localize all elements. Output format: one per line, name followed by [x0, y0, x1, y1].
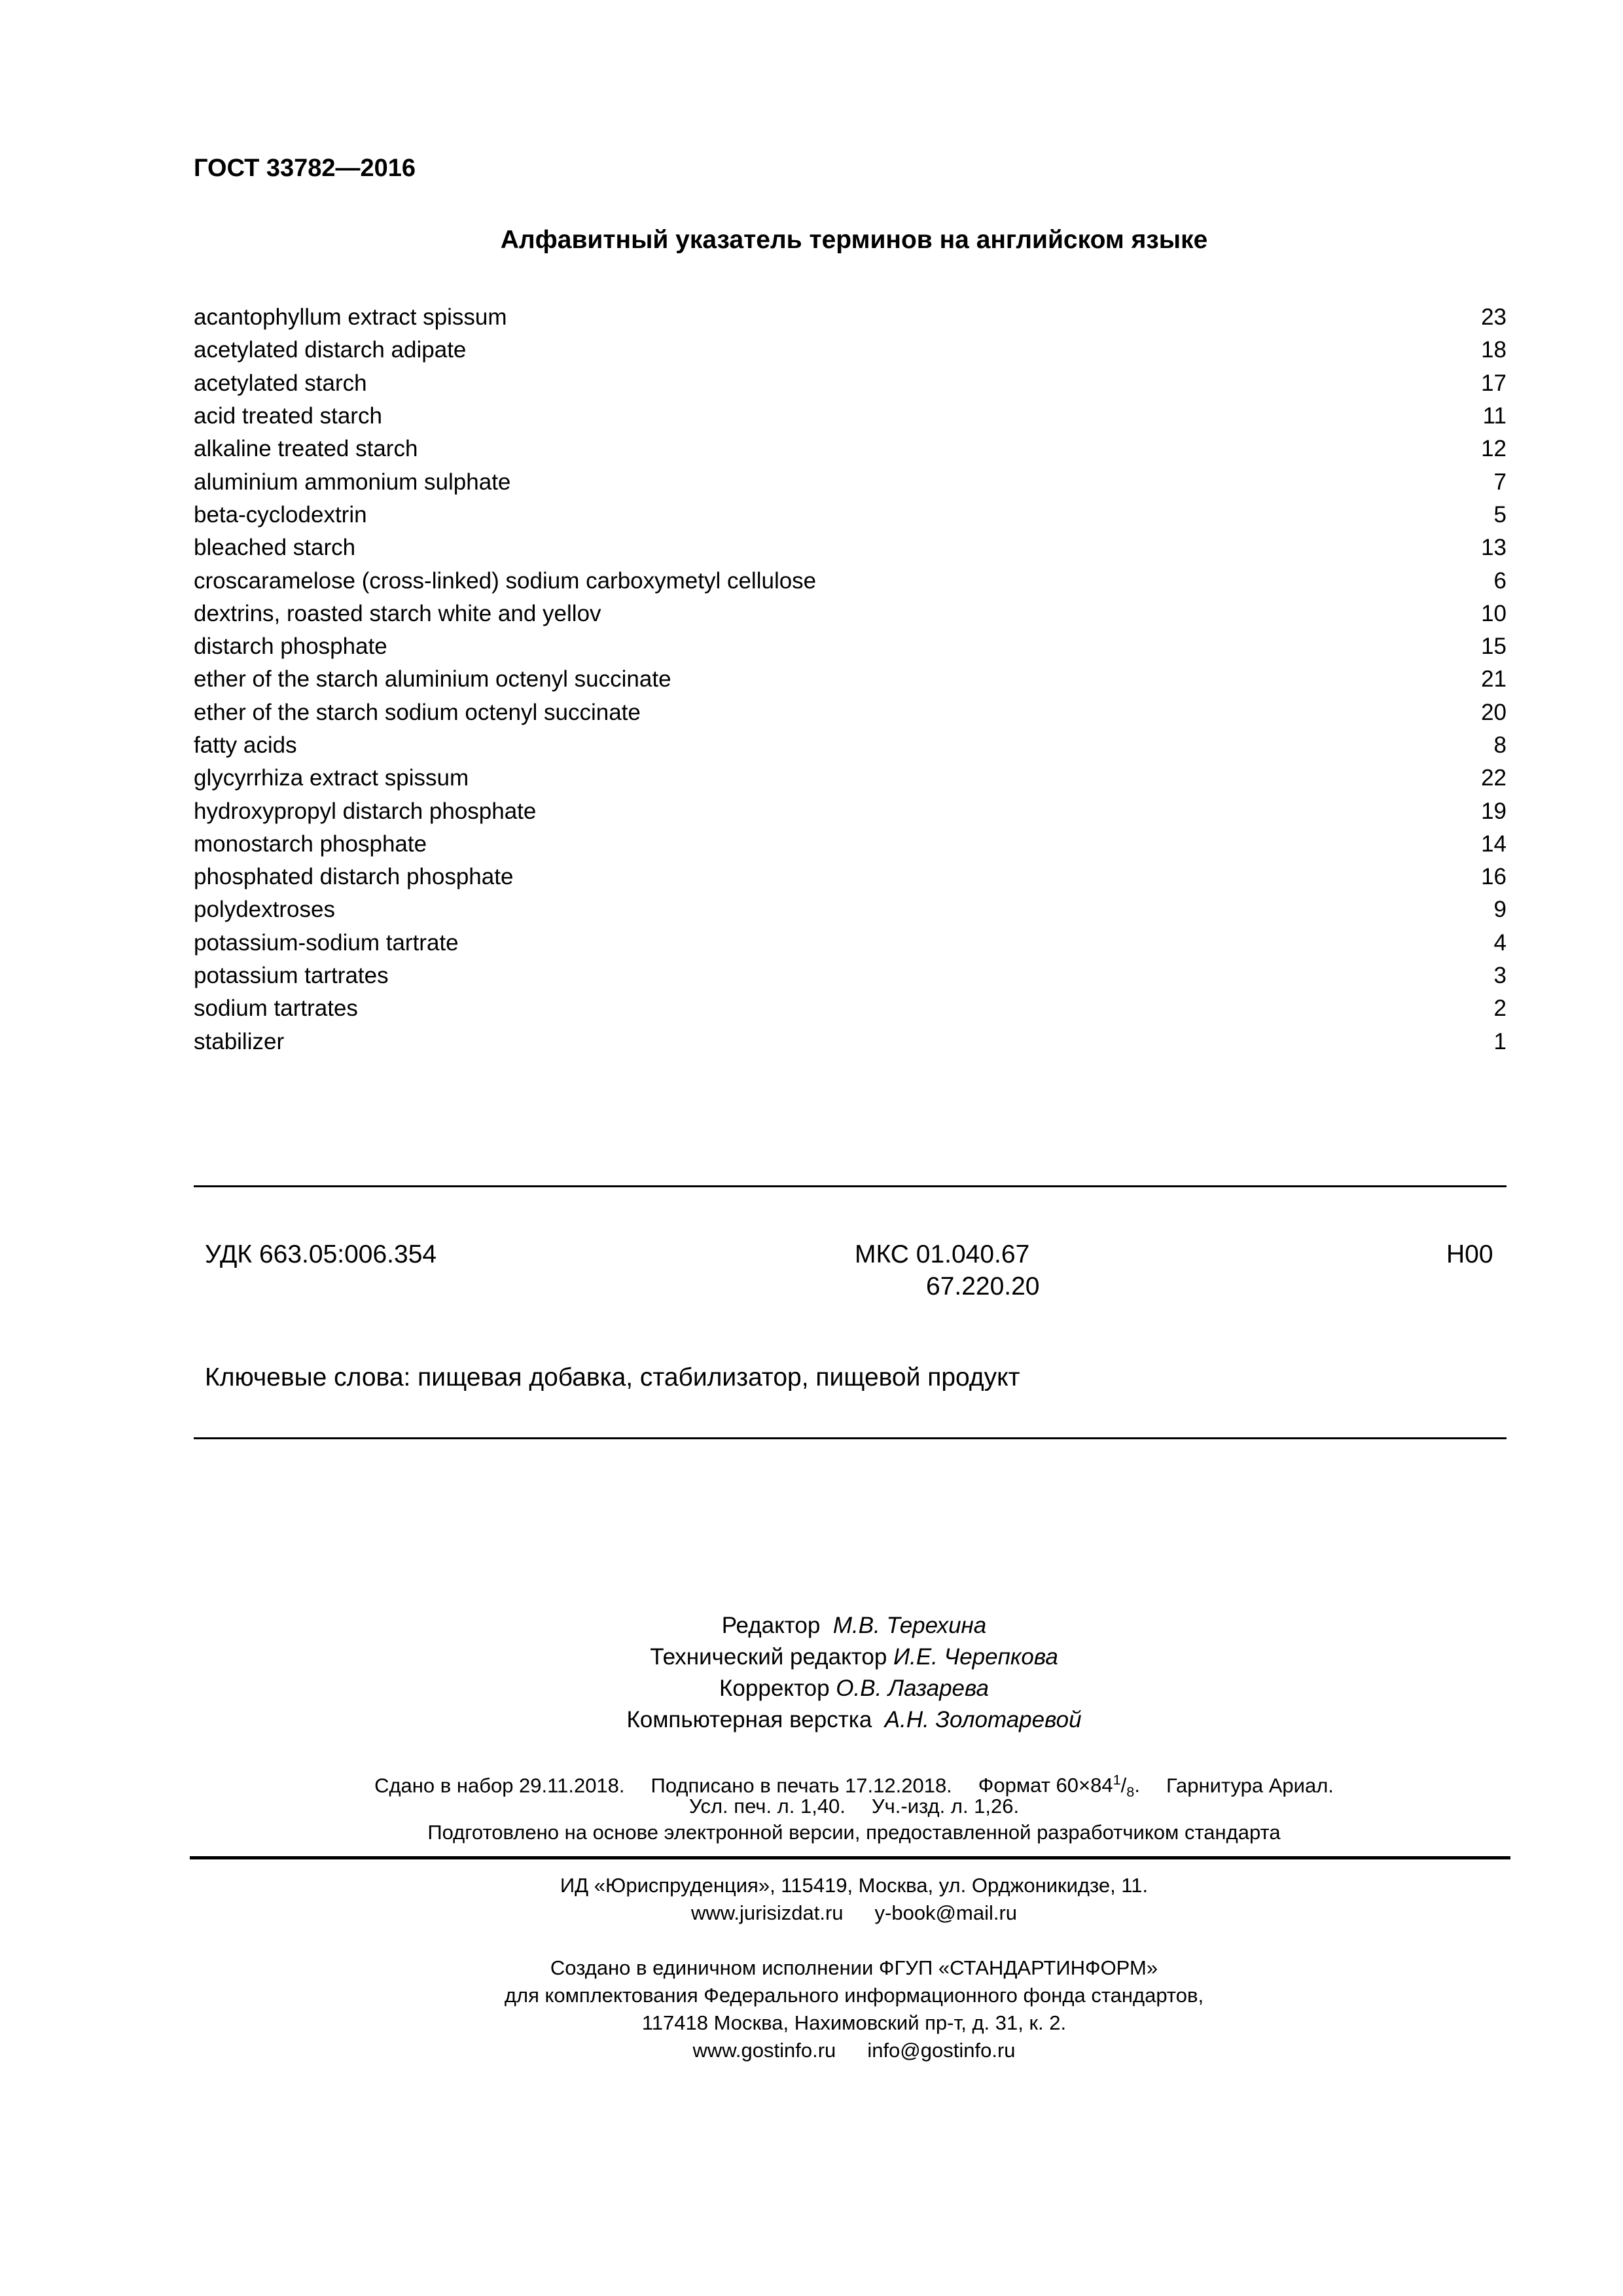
index-row: [194, 893, 1507, 926]
index-term: distarch phosphate: [194, 634, 387, 660]
index-term-number: 9: [1493, 897, 1507, 923]
index-row: [194, 465, 1507, 498]
index-term: dextrins, roasted starch white and yellov: [194, 600, 601, 626]
index-term-number: 16: [1481, 864, 1507, 890]
divider-bottom: [194, 1437, 1507, 1439]
index-term-number: 7: [1493, 469, 1507, 495]
index-row: [194, 433, 1507, 465]
signed-date: Подписано в печать 17.12.2018.: [651, 1774, 952, 1797]
edit-sheets: Уч.-изд. л. 1,26.: [871, 1795, 1020, 1818]
index-row: [194, 334, 1507, 367]
print-sheets: Усл. печ. л. 1,40.: [688, 1795, 846, 1818]
publisher-contacts: [0, 1899, 1623, 1927]
publication-line-1: [0, 1767, 1623, 1801]
mks-code-2: 67.220.20: [926, 1272, 1040, 1300]
index-row: [194, 762, 1507, 795]
index-term-number: 17: [1481, 370, 1507, 396]
index-term-number: 22: [1481, 765, 1507, 791]
publisher-website-link[interactable]: www.jurisizdat.ru: [690, 1901, 844, 1924]
index-row: [194, 828, 1507, 861]
index-row: [194, 301, 1507, 334]
index-term-number: 1: [1493, 1028, 1507, 1054]
index-term: potassium-sodium tartrate: [194, 929, 459, 956]
created-line-1: Создано в единичном исполнении ФГУП «СТАНДАРТИНФОРМ»: [550, 1956, 1158, 1979]
credit-name: О.В. Лазарева: [836, 1676, 989, 1701]
index-term: acetylated distarch adipate: [194, 337, 467, 363]
index-term-number: 13: [1481, 535, 1507, 561]
udk-code: УДК 663.05:006.354: [205, 1240, 437, 1268]
index-title: Алфавитный указатель терминов на английском языке: [500, 226, 1208, 254]
index-term: polydextroses: [194, 897, 335, 923]
index-row: [194, 1026, 1507, 1058]
index-term: ether of the starch aluminium octenyl succinate: [194, 666, 671, 692]
index-term: alkaline treated starch: [194, 436, 418, 462]
index-term-number: 4: [1493, 929, 1507, 956]
index-row: [194, 960, 1507, 992]
credit-label: Компьютерная верстка: [626, 1707, 872, 1732]
gost-contacts: [0, 2037, 1623, 2064]
index-term: croscaramelose (cross-linked) sodium carboxymetyl cellulose: [194, 567, 817, 594]
index-term: acantophyllum extract spissum: [194, 304, 507, 331]
created-line-3: 117418 Москва, Нахимовский пр-т, д. 31, к. 2.: [641, 2011, 1067, 2034]
index-term-number: 2: [1493, 996, 1507, 1022]
credit-label: Редактор: [721, 1613, 821, 1638]
term-index: [194, 301, 1507, 1058]
index-term-number: 19: [1481, 798, 1507, 824]
index-term-number: 6: [1493, 567, 1507, 594]
created-line-2: для комплектования Федерального информационного фонда стандартов,: [504, 1984, 1204, 2007]
index-term: sodium tartrates: [194, 996, 358, 1022]
keywords: Ключевые слова: пищевая добавка, стабилизатор, пищевой продукт: [205, 1363, 1020, 1391]
index-term-number: 5: [1493, 501, 1507, 528]
index-term: bleached starch: [194, 535, 356, 561]
index-term: beta-cyclodextrin: [194, 501, 367, 528]
index-term: stabilizer: [194, 1028, 285, 1054]
mks-code: МКС 01.040.67: [855, 1240, 1030, 1268]
index-row: [194, 861, 1507, 893]
index-term: ether of the starch sodium octenyl succinate: [194, 699, 641, 725]
credit-name: М.В. Терехина: [832, 1613, 987, 1638]
credits: [0, 1610, 1623, 1736]
credit-layout: [0, 1704, 1623, 1736]
index-term-number: 11: [1482, 403, 1507, 429]
publication-info: [0, 1767, 1623, 1846]
typeset-date: Сдано в набор 29.11.2018.: [374, 1774, 625, 1797]
index-term-number: 3: [1493, 963, 1507, 989]
credit-name: А.Н. Золотаревой: [884, 1707, 1082, 1732]
publisher-email-link[interactable]: y-book@mail.ru: [874, 1901, 1018, 1924]
index-term-number: 15: [1481, 634, 1507, 660]
index-row: [194, 927, 1507, 960]
index-term-number: 18: [1481, 337, 1507, 363]
index-row: [194, 564, 1507, 597]
paper-format: Формат $60\times 84^1/_8$.: [978, 1772, 1140, 1801]
credit-label: Технический редактор: [650, 1644, 887, 1670]
document-code: ГОСТ 33782—2016: [194, 154, 416, 182]
index-term: aluminium ammonium sulphate: [194, 469, 511, 495]
publisher-address: ИД «Юриспруденция», 115419, Москва, ул. Орджоникидзе, 11.: [560, 1874, 1149, 1897]
divider-top: [194, 1185, 1507, 1187]
credit-label: Корректор: [719, 1676, 830, 1701]
index-term: acid treated starch: [194, 403, 382, 429]
gost-website-link[interactable]: www.gostinfo.ru: [692, 2039, 836, 2062]
index-row: [194, 598, 1507, 630]
publication-line-2: [0, 1793, 1623, 1820]
category-code: H00: [1446, 1240, 1493, 1268]
divider-thick: [190, 1856, 1510, 1859]
index-term: potassium tartrates: [194, 963, 389, 989]
index-row: [194, 696, 1507, 729]
index-term: hydroxypropyl distarch phosphate: [194, 798, 537, 824]
index-term-number: 8: [1493, 732, 1507, 758]
index-term-number: 12: [1481, 436, 1507, 462]
index-term-number: 14: [1481, 831, 1507, 857]
index-term-number: 10: [1481, 600, 1507, 626]
index-term: monostarch phosphate: [194, 831, 427, 857]
index-term: acetylated starch: [194, 370, 367, 396]
credit-name: И.Е. Черепкова: [893, 1644, 1058, 1670]
footer: [0, 1872, 1623, 2064]
index-row: [194, 729, 1507, 762]
publication-line-3: Подготовлено на основе электронной версии, предоставленной разработчиком стандарта: [427, 1821, 1281, 1844]
gost-email-link[interactable]: info@gostinfo.ru: [867, 2039, 1016, 2062]
index-row: [194, 630, 1507, 663]
index-term: phosphated distarch phosphate: [194, 864, 514, 890]
index-row: [194, 400, 1507, 433]
index-term: glycyrrhiza extract spissum: [194, 765, 469, 791]
index-row: [194, 795, 1507, 827]
index-term: fatty acids: [194, 732, 297, 758]
credit-tech-editor: [0, 1641, 1623, 1673]
index-row: [194, 499, 1507, 531]
index-row: [194, 531, 1507, 564]
credit-corrector: [0, 1673, 1623, 1704]
index-term-number: 20: [1481, 699, 1507, 725]
index-row: [194, 992, 1507, 1025]
typeface: Гарнитура Ариал.: [1166, 1774, 1334, 1797]
credit-editor: [0, 1610, 1623, 1641]
index-row: [194, 663, 1507, 696]
index-term-number: 23: [1481, 304, 1507, 331]
index-row: [194, 367, 1507, 400]
index-term-number: 21: [1481, 666, 1507, 692]
